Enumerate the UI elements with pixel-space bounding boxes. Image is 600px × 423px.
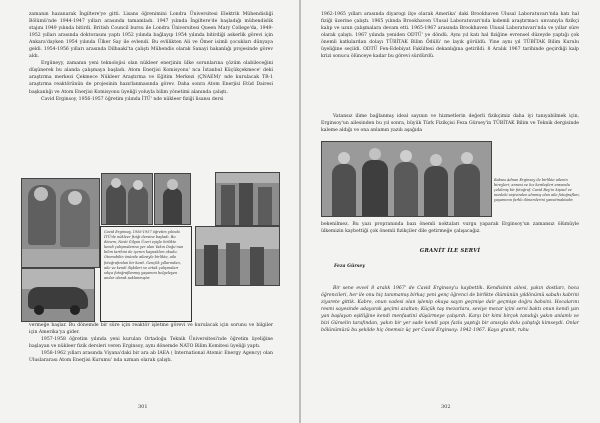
left-paragraph-5: 1957-1958 öğretim yılında yeni kurulan Ortadoğu Teknik Üniversitesi'nde öğretim üyeliğine başlayan ve nükleer fizik dersleri veren Erginsoy, aynı dönemde NATO Bilim Komitesi üyeliği yaptı. (29, 337, 273, 350)
article-body-column (321, 285, 579, 334)
photo-man-standing (154, 173, 191, 225)
left-text-bottom (29, 322, 273, 364)
photo-group-walking (215, 172, 280, 226)
article-title: GRANİT İLE SERVİ (419, 248, 481, 254)
article-author: Feza Gürsey (334, 264, 365, 269)
left-page (0, 0, 299, 423)
photo-couple (101, 173, 153, 225)
left-page-number: 301 (138, 404, 148, 410)
right-text-after-photo (321, 221, 579, 235)
left-paragraph-1: zamanın hazanarak İngiltere'ye gitti. Lisans öğrenimini Londra Üniversitesi Elektrik Mühendisliği Bölümü'nde 1944-1947 yılları arasında tamamladı. 1947 yılında İngiltere'de başladığı mühendislik stajını 1949 yılında bitirdi. British Council bursu ile Londra Üniversitesi Queen Mary College'da, 1949-1952 yılları arasında doktorasını yaptı 1952 yılında bağlayıp 1954 yılında bitirdiği askerlik görevi için Ankara'dayken 1954 yılında Ülker Say ile evlendi. Bu evlilikten Ali ve Ömer isimli çocukları dünyaya geldi. 1954-1956 yılları arasında Dilbaaki'ta çalıştı Mühendis olarak Sanayi bakanlığı projesinde görev aldı. (29, 12, 273, 60)
left-text-top (29, 11, 273, 103)
photo-car (21, 268, 95, 322)
right-text-top (321, 11, 579, 60)
left-paragraph-3: Cavid Erginsoy, 1956-1957 öğretim yılında İTÜ' nde nükleer fiziği lisansı dersi (41, 96, 224, 102)
left-paragraph-6: 1958-1962 yılları arasında Viyana'daki bir ara ab IAEA ( International Atomic Energy Agency) olan Uluslararası Atom Enerjisi Kurumu' nda uzman olarak çalıştı. (29, 351, 273, 364)
right-text-middle (321, 113, 579, 134)
right-paragraph-2: Vatansız ilime bağlanmış ideal sayının ve hizmetlerin değerli fizikçimiz daha iyi tanıyabilmek için, Erginsoy'un ailesinden bu yıl sonra, büyük Türk Fizikçisi Feza Gürsey'in TÜBİTAK Bilim ve Teknik dergisinde kaleme aldığı ve ona anlamın yazılı aşağıda (321, 114, 579, 134)
left-photo-caption: Cavid Erginsoy, 1956-1957 öğretim yılında İTÜ'de nükleer fiziği dersine başladı. Bu dönem, Nesti Gilyan Üzeri eşiyle birlikte kendi çalışmalarına yer alan Yakın Doğu'nun bilim tarihini de içeren kaynakları okudu. Otomobilin önünde ailesiyle birlikte, aile fotoğrafından bir kesit. Gençlik yıllarından, aile ve kendi ilişkileri ve ortak çalışmaları sıkça fotoğraflanmış yaşamını belgeleyen anılar olarak saklanmıştır. (104, 230, 184, 280)
right-photo-caption: Babası Adnan Erginsoy ile birlikte ailenin bireyleri; annesi ve kız kardeşleri arasında çekilmiş bir fotoğraf. Cavid Bey'in kişisel ve mesleki arşivinden alınmış olan aile fotoğrafları, yaşamının farklı dönemlerini yansıtmaktadır. (494, 178, 580, 203)
right-page (301, 0, 600, 423)
left-paragraph-2: Ergüneyy, zamanın yeni teknolojisi olan nükleer enerjinin ülke sorunlarına çözüm olabileceğini düşünerek bu alanda çalışmaya başladı. Atom Enerjisi Komisyonu' nca İstanbul Küçükçekmece' deki araştırma merkezi Çekmece Nükleer Araştırma ve Eğitim Merkezi (ÇNAEM)' nde kurulacak TR-1 araştırma reaktörünün de projesinin hazırlanmasında görev. Daha sonra Atom Enerjisi Etüd Dairesi başkanlığı ve Atom Enerjisi Komisyonu üyeliği yoluyla bilim yönetimi alanında çalıştı. (29, 61, 273, 95)
left-paragraph-4: vermeğe başlar. Bu dönemde bir süre için reaktör işletme görevi ve kurulacak için sorunu ve bilgiler için Amerika'ya gider. (29, 323, 273, 336)
right-paragraph-1: 1962-1965 yılları arasında diyarogi ilçe olarak Amerika' daki Brookhaven Ulusal Laboratuvarı'nda katı hal fiziği üzerine çalıştı. 1965 yılında Brookhaven Ulusal Laboratuvarı'nda kıdemli araştırmacı unvanıyla fizikçi kalıp ve uzun çalışmalara devam etti. 1965-1967 arasında Brookhaven Ulusal Laboratuvarı'nda ve yıllar süre olarak çalıştı. 1967 yılında yeniden ODTÜ' ye döndü. Aynı yıl katı hal fiziğine evrensel düzeyde yaptığı çok önemli katkılardan dolayı TÜBİTAK Bilim Ödülü' ne layık görüldü. Yine aynı yıl TÜBİTAK Bilim Kurulu üyeliğine seçildi. ODTÜ Fen-Edebiyat Fakültesi dekanlığına getirildi. 8 Aralık 1967 tarihinde geçirdiği kalp krizi sonucu ölünceye kadar bu görevi sürdürdü. (321, 12, 579, 60)
photo-family-group (321, 141, 492, 217)
right-page-number: 302 (441, 404, 451, 410)
photo-family-portrait (21, 178, 100, 268)
photo-street-scene (195, 226, 280, 286)
right-paragraph-3: bekenilmez. Bu yazı propranında bazı önemli noktaları vurgu yaparak Erginsoy'un zamansız ölümüyle ülkemizin kaybettiği çok önemli fizikçiler dile getirmeğe çalışacağız. (321, 222, 579, 235)
article-body: Bir sene evvel 8 aralık 1967' de Cavid Erginsoy'u kaybettik. Kendisinin ailesi, yakın dostları, hoca öğrencileri, her ile onu hiç tanımamış birkaç yeni genç öğrenci de birlikte ölümünün yıldönümü sabahı kabrini ziyarete gittik. Kabre, onun vadesi olan işlenip okuya sayın geçmişe dair geçmişe doğru bahsini. Hocalarını resmi sayesinde adayarak geçimi azaltan; Küçük taş mezarlara, seviye mezar içini servi baktı onun kendi yan yan başlayan eşitliğine kendi menfaatini düşürmeye çalışırdı. Karşı bir kimi birçok tanıdığı yakın anlamlı ve bizi Gürselin tarafından, yakın bir yer sade kendi yapı fazla yaptığı bir anısıyla dolu çalıştığı kimseydi. Onlar bölünümüzü bu şekilde hiç önemsiz üç yer Cavid Erginsoy: 1942-1967. Kaya granit, ruhu (321, 286, 579, 334)
